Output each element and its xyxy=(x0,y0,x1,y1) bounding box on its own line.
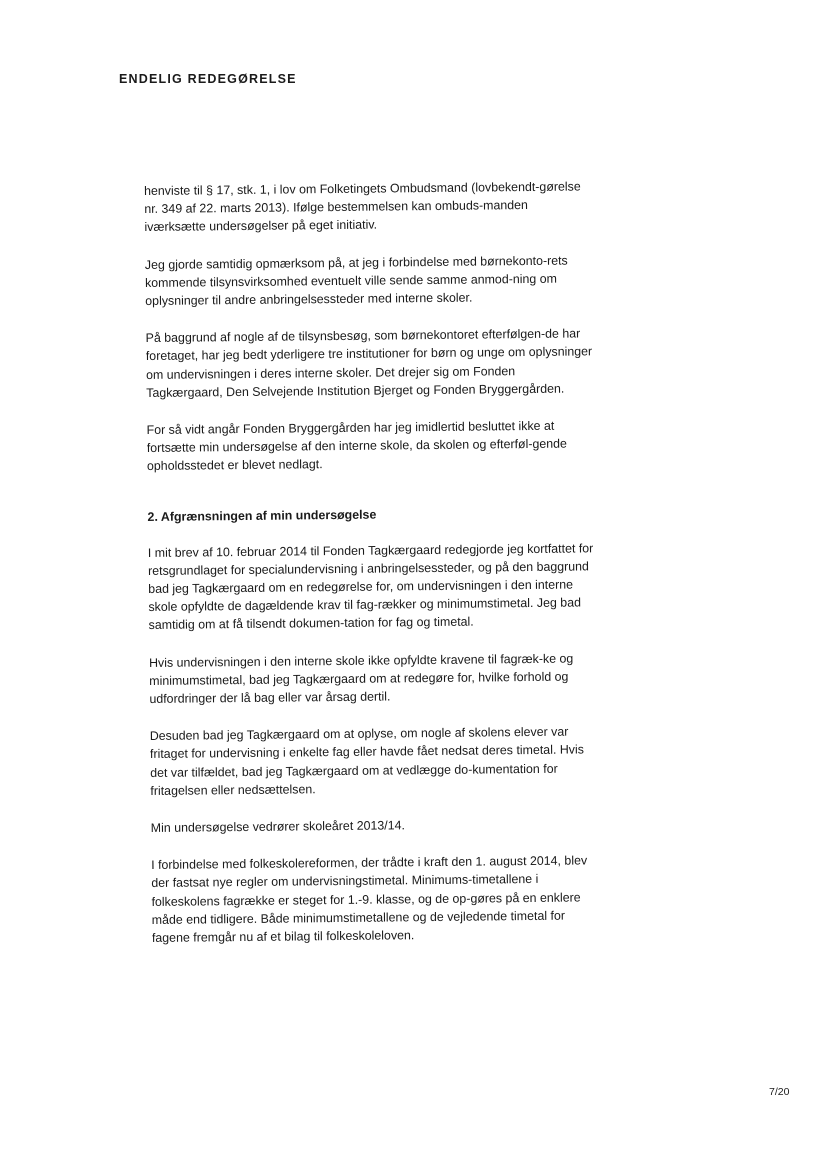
paragraph: Desuden bad jeg Tagkærgaard om at oplyse, om nogle af skolens elever var fritaget for undervisning i enkelte fag eller havde fået nedsat deres timetal. Hvis det var tilfældet, bad jeg Tagkærgaard om at vedlægge do-kumentation for fritagelsen eller nedsættelsen. xyxy=(149,724,584,798)
document-title: ENDELIG REDEGØRELSE xyxy=(119,72,297,86)
paragraph: For så vidt angår Fonden Bryggergården har jeg imidlertid besluttet ikke at fortsætte min undersøgelse af den interne skole, da skolen og efterføl-gende opholdsstedet er blevet nedlagt. xyxy=(146,418,567,474)
paragraph: I mit brev af 10. februar 2014 til Fonden Tagkærgaard redegjorde jeg kortfattet for retsgrundlaget for specialundervisning i anbringelsessteder, og på den baggrund bad jeg Tagkærgaard om en redegørelse for, om undervisningen i den interne skole opfyldte de dagældende krav til fag-rækker og minimumstimetal. Jeg bad samtidig om at få tilsendt dokumen-tation for fag og timetal. xyxy=(147,540,594,633)
paragraph: Hvis undervisningen i den interne skole ikke opfyldte kravene til fagræk-ke og minimumstimetal, bad jeg Tagkærgaard om at redegøre for, hvilke forhold og udfordringer der lå bag eller var årsag dertil. xyxy=(148,651,574,707)
paragraph: Jeg gjorde samtidig opmærksom på, at jeg i forbindelse med børnekonto-rets kommende tilsynsvirksomhed eventuelt ville sende samme anmod-ning om oplysninger til andre anbringelsessteder med interne skoler. xyxy=(144,253,568,309)
paragraph: Min undersøgelse vedrører skoleåret 2013/14. xyxy=(150,818,405,836)
paragraph: henviste til § 17, stk. 1, i lov om Folketingets Ombudsmand (lovbekendt-gørelse nr. 349 af 22. marts 2013). Ifølge bestemmelsen kan ombuds-manden iværksætte undersøgelser på eget initiativ. xyxy=(144,179,581,235)
section-heading: 2. Afgrænsningen af min undersøgelse xyxy=(147,507,377,524)
document-body xyxy=(144,177,600,966)
paragraph: På baggrund af nogle af de tilsynsbesøg, som børnekontoret efterfølgen-de har foretaget, har jeg bedt yderligere tre institutioner for børn og unge om oplysninger om undervisningen i deres interne skoler. Det drejer sig om Fonden Tagkærgaard, Den Selvejende Institution Bjerget og Fonden Bryggergården. xyxy=(145,326,593,400)
paragraph: I forbindelse med folkeskolereformen, der trådte i kraft den 1. august 2014, blev der fastsat nye regler om undervisningstimetal. Minimums-timetallene i folkeskolens fagrække er steget for 1.-9. klasse, og de op-gøres på en enklere måde end tidligere. Både minimumstimetallene og de vejledende timetal for fagene fremgår nu af et bilag til folkeskoleloven. xyxy=(151,853,588,946)
page-number: 7/20 xyxy=(769,1086,790,1098)
